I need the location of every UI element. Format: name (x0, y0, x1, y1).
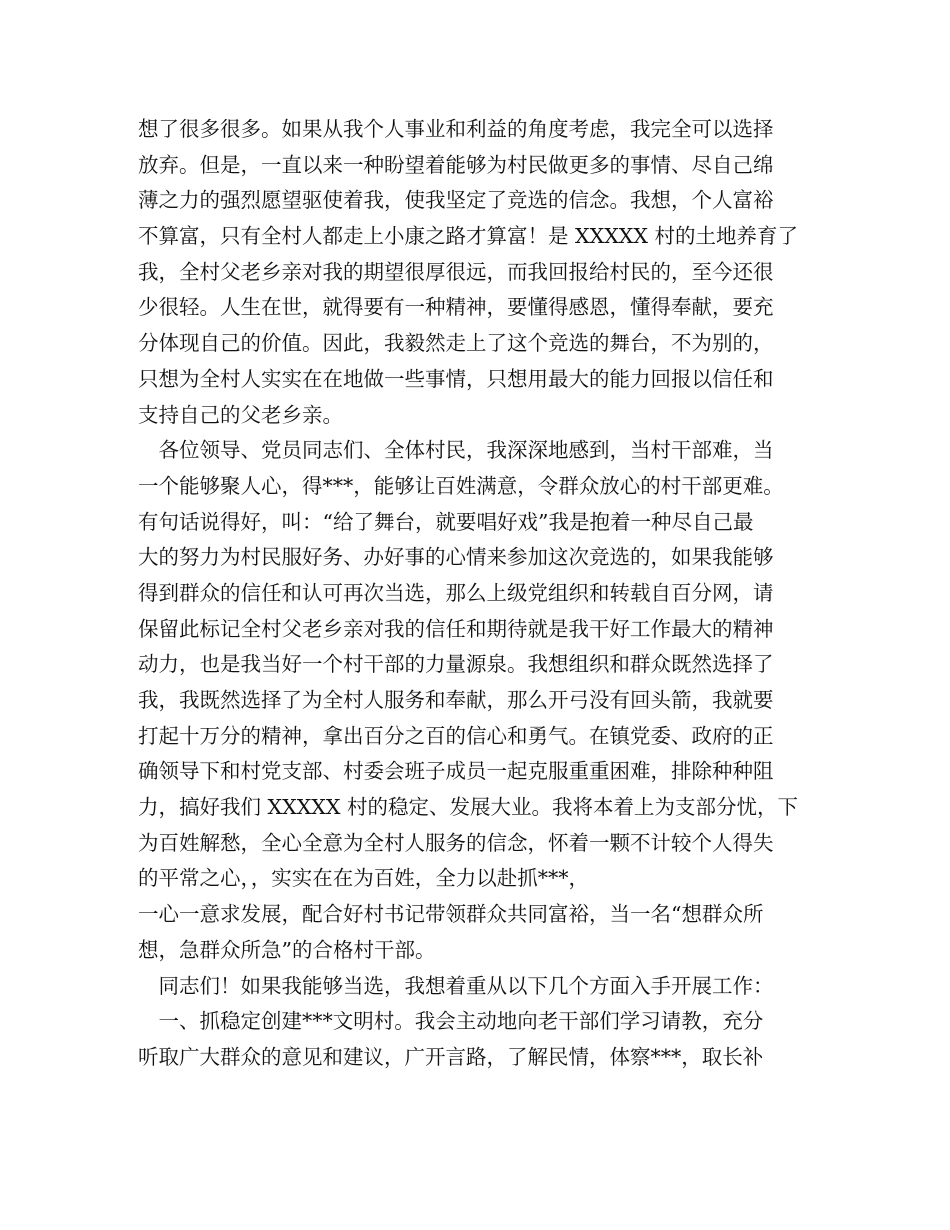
text-line: 各位领导、党员同志们、全体村民，我深深地感到，当村干部难，当 (138, 438, 774, 463)
text-line: 听取广大群众的意见和建议，广开言路，了解民情，体察***，取长补 (138, 1044, 764, 1069)
text-line: 薄之力的强烈愿望驱使着我，使我坚定了竞选的信念。我想，个人富裕 (138, 188, 774, 213)
text-line: 一、抓稳定创建***文明村。我会主动地向老干部们学习请教，充分 (138, 1009, 764, 1034)
text-line: 少很轻。人生在世，就得要有一种精神，要懂得感恩，懂得奉献，要充 (138, 295, 774, 320)
text-line: 想了很多很多。如果从我个人事业和利益的角度考虑，我完全可以选择 (138, 117, 774, 141)
text-line: 力，搞好我们 XXXXX 村的稳定、发展大业。我将本着上为支部分忧，下 (138, 795, 799, 820)
text-line: 同志们！如果我能够当选，我想着重从以下几个方面入手开展工作： (138, 973, 774, 998)
text-line: 放弃。但是，一直以来一种盼望着能够为村民做更多的事情、尽自己绵 (138, 152, 774, 177)
text-line: 得到群众的信任和认可再次当选，那么上级党组织和转载自百分网，请 (138, 580, 774, 605)
text-line: 的平常之心，，实实在在为百姓，全力以赴抓***， (138, 866, 589, 891)
text-line: 我，全村父老乡亲对我的期望很厚很远，而我回报给村民的，至今还很 (138, 259, 774, 284)
text-line: 有句话说得好，叫：“给了舞台，就要唱好戏”我是抱着一种尽自己最 (138, 509, 754, 534)
text-line: 确领导下和村党支部、村委会班子成员一起克服重重困难，排除种种阻 (138, 759, 774, 784)
text-line: 为百姓解愁，全心全意为全村人服务的信念，怀着一颗不计较个人得失 (138, 830, 774, 855)
text-line: 一个能够聚人心，得***，能够让百姓满意，令群众放心的村干部更难。 (138, 473, 784, 498)
text-line: 只想为全村人实实在在地做一些事情，只想用最大的能力回报以信任和 (138, 366, 774, 391)
text-line: 分体现自己的价值。因此，我毅然走上了这个竞选的舞台，不为别的， (138, 331, 774, 356)
text-line: 支持自己的父老乡亲。 (138, 402, 343, 427)
text-line: 动力，也是我当好一个村干部的力量源泉。我想组织和群众既然选择了 (138, 652, 774, 677)
document-body (138, 112, 828, 1076)
text-line: 想，急群众所急”的合格村干部。 (138, 937, 436, 962)
text-line: 打起十万分的精神，拿出百分之百的信心和勇气。在镇党委、政府的正 (138, 723, 774, 748)
text-line: 保留此标记全村父老乡亲对我的信任和期待就是我干好工作最大的精神 (138, 616, 774, 641)
text-line: 我，我既然选择了为全村人服务和奉献，那么开弓没有回头箭，我就要 (138, 688, 774, 712)
text-line: 大的努力为村民服好务、办好事的心情来参加这次竞选的，如果我能够 (138, 545, 774, 570)
text-line: 不算富，只有全村人都走上小康之路才算富！是 XXXXX 村的土地养育了 (138, 224, 799, 249)
text-line: 一心一意求发展，配合好村书记带领群众共同富裕，当一名“想群众所 (138, 902, 764, 927)
